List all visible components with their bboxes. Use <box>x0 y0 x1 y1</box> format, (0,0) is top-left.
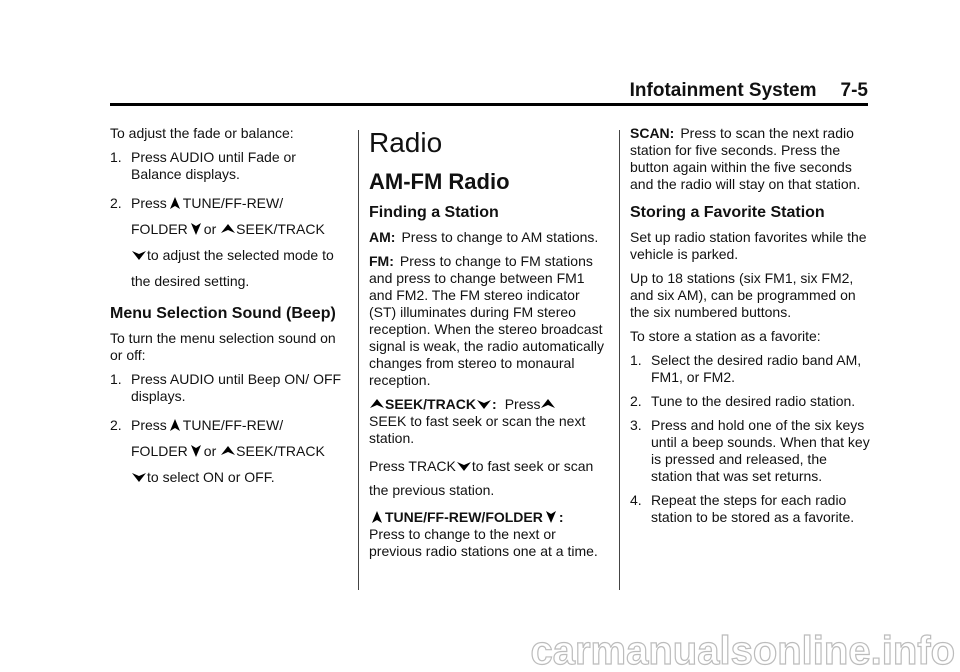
column-2 <box>369 125 609 567</box>
tune-up-arrow-icon <box>168 196 182 210</box>
tune-paragraph <box>369 509 609 560</box>
list-number: 2. <box>110 417 122 433</box>
section-title: Infotainment System <box>629 80 817 101</box>
fm-paragraph <box>369 253 609 389</box>
list-text: TUNE/FF-REW/ <box>182 195 284 211</box>
list-text: to select ON or OFF. <box>147 469 275 485</box>
list-text: Select the desired radio band AM, FM1, or FM2. <box>651 352 862 385</box>
seek-colon: : <box>492 396 497 412</box>
scan-paragraph <box>630 125 870 193</box>
seek-label: SEEK/TRACK <box>385 396 477 412</box>
radio-title: Radio <box>369 127 443 158</box>
seek-up-arrow-icon <box>541 397 555 411</box>
list-text: SEEK/TRACK <box>236 443 325 459</box>
fm-text: Press to change to FM stations and press to change between FM1 and FM2. The FM stereo indicator (ST) illuminates during FM stereo reception. When the stereo broadcast signal is weak, the radio automatically changes from stereo to monaural reception. <box>369 253 605 388</box>
list-item <box>630 393 870 410</box>
column-divider-1 <box>358 130 359 590</box>
column-1 <box>110 125 350 497</box>
favorite-p2: Up to 18 stations (six FM1, six FM2, and six AM), can be programmed on the six numbered buttons. <box>630 270 856 320</box>
list-text: Press and hold one of the six keys until a beep sounds. When that key is pressed and released, the station that was set returns. <box>651 417 870 484</box>
list-item <box>630 492 870 526</box>
scan-text: Press to scan the next radio station for five seconds. Press the button again within the five seconds and the radio will stay on that station. <box>630 125 861 192</box>
track-down-arrow-icon <box>132 470 146 484</box>
list-number: 1. <box>630 352 642 368</box>
list-item <box>630 352 870 386</box>
list-text: FOLDER <box>131 221 188 237</box>
list-number: 1. <box>110 149 122 165</box>
tune-text: Press to change to the next or previous radio stations one at a time. <box>369 526 598 559</box>
beep-intro: To turn the menu selection sound on or off: <box>110 330 336 363</box>
folder-down-arrow-icon <box>544 510 558 524</box>
list-text: TUNE/FF-REW/ <box>182 417 284 433</box>
list-text: FOLDER <box>131 443 188 459</box>
list-number: 3. <box>630 417 642 433</box>
list-number: 2. <box>630 393 642 409</box>
track-text-a: Press TRACK <box>369 458 456 474</box>
track-paragraph <box>369 454 609 502</box>
list-text: Press AUDIO until Beep ON/ OFF displays. <box>131 371 342 404</box>
list-number: 2. <box>110 195 122 211</box>
list-text: to adjust the selected mode to the desired setting. <box>131 247 334 289</box>
am-paragraph <box>369 229 609 246</box>
list-text: Tune to the desired radio station. <box>651 393 856 409</box>
list-text: Repeat the steps for each radio station to be stored as a favorite. <box>651 492 855 525</box>
beep-heading: Menu Selection Sound (Beep) <box>110 305 336 322</box>
finding-station-heading: Finding a Station <box>369 204 499 221</box>
am-label: AM: <box>369 229 396 245</box>
favorite-p3: To store a station as a favorite: <box>630 328 821 344</box>
seek-text: SEEK to fast seek or scan the next station. <box>369 413 586 446</box>
fade-balance-intro: To adjust the fade or balance: <box>110 125 294 141</box>
list-item <box>110 190 350 294</box>
list-text: or <box>203 443 217 459</box>
track-text-b: to fast seek or scan the previous station. <box>369 458 594 498</box>
list-item <box>110 371 350 405</box>
list-item <box>630 417 870 485</box>
am-fm-heading: AM-FM Radio <box>369 169 510 194</box>
list-number: 1. <box>110 371 122 387</box>
favorite-heading: Storing a Favorite Station <box>630 204 825 221</box>
fm-label: FM: <box>369 253 394 269</box>
list-item <box>110 412 350 490</box>
seek-paragraph <box>369 396 609 447</box>
scan-label: SCAN: <box>630 125 675 141</box>
list-number: 4. <box>630 492 642 508</box>
tune-label: TUNE/FF-REW/FOLDER <box>385 509 543 525</box>
am-text: Press to change to AM stations. <box>401 229 599 245</box>
page-header <box>110 80 868 102</box>
folder-down-arrow-icon <box>189 444 203 458</box>
track-down-arrow-icon <box>457 459 471 473</box>
list-item <box>110 149 350 183</box>
folder-down-arrow-icon <box>189 222 203 236</box>
column-divider-2 <box>619 130 620 590</box>
tune-up-arrow-icon <box>370 510 384 524</box>
list-text: SEEK/TRACK <box>236 221 325 237</box>
tune-up-arrow-icon <box>168 418 182 432</box>
column-3 <box>630 125 870 533</box>
favorite-p1: Set up radio station favorites while the vehicle is parked. <box>630 229 867 262</box>
seek-up-arrow-icon <box>221 222 235 236</box>
watermark-text: carmanualsonline.info <box>530 629 955 672</box>
list-text: Press <box>131 195 167 211</box>
seek-up-arrow-icon <box>221 444 235 458</box>
seek-press: Press <box>504 396 541 412</box>
seek-up-arrow-icon <box>370 397 384 411</box>
track-down-arrow-icon <box>132 248 146 262</box>
page-number: 7-5 <box>840 80 868 101</box>
list-text: Press <box>131 417 167 433</box>
track-down-arrow-icon <box>477 397 491 411</box>
list-text: Press AUDIO until Fade or Balance displays. <box>131 149 296 182</box>
tune-colon: : <box>558 509 564 525</box>
list-text: or <box>203 221 217 237</box>
header-rule <box>110 103 868 106</box>
